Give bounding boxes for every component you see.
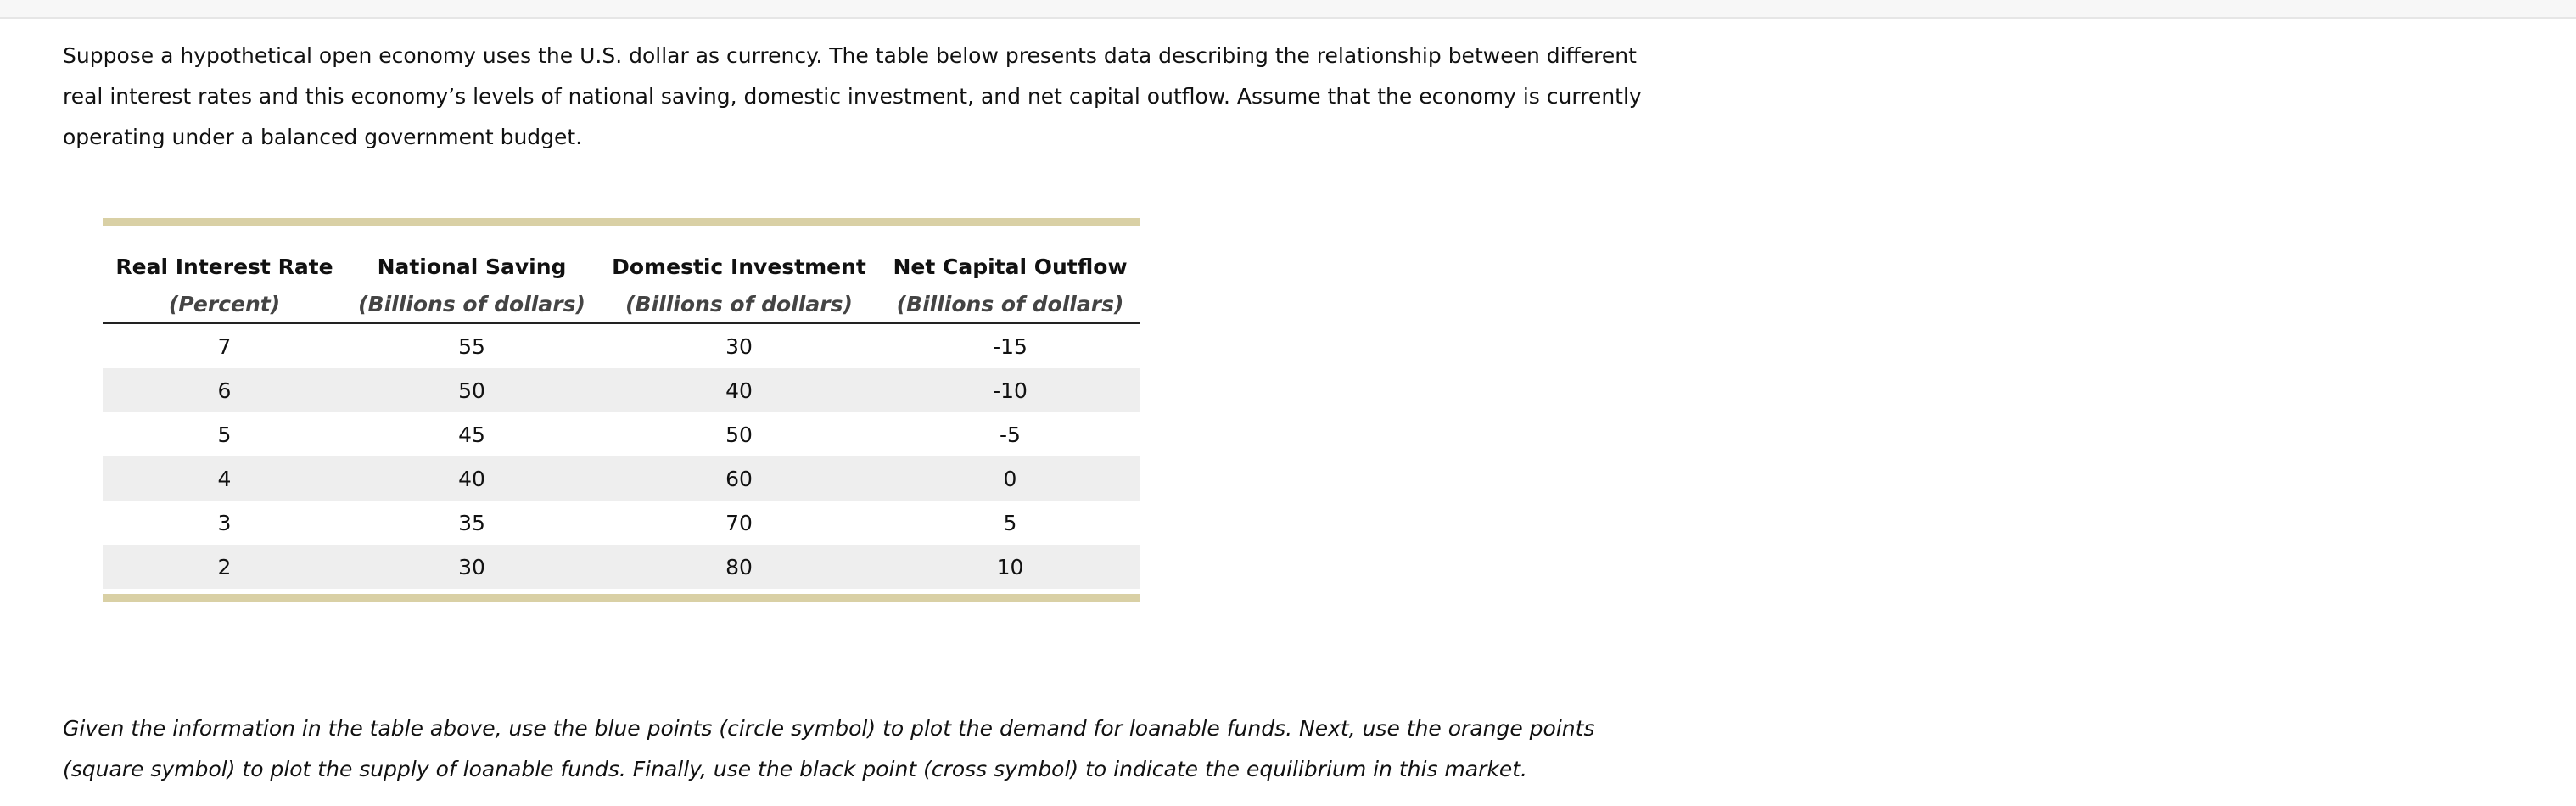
cell-saving: 35 xyxy=(458,510,485,535)
table-row xyxy=(103,323,1140,368)
economy-data-table xyxy=(103,226,1140,589)
cell-nco: -5 xyxy=(1000,422,1021,447)
table-row xyxy=(103,412,1140,456)
cell-investment: 80 xyxy=(597,545,881,589)
cell-saving: 45 xyxy=(458,422,485,447)
unit-national-saving: (Billions of dollars) xyxy=(346,285,597,323)
unit-net-capital-outflow: (Billions of dollars) xyxy=(881,285,1140,323)
cell-saving: 30 xyxy=(346,545,597,589)
header-real-interest-rate: Real Interest Rate xyxy=(115,254,333,279)
table-row xyxy=(103,456,1140,501)
cell-saving: 55 xyxy=(458,333,485,359)
data-table-container xyxy=(103,218,1140,602)
cell-investment: 40 xyxy=(597,368,881,412)
cell-investment: 30 xyxy=(725,333,753,359)
header-net-capital-outflow: Net Capital Outflow xyxy=(893,254,1128,279)
cell-nco: -10 xyxy=(881,368,1140,412)
unit-domestic-investment: (Billions of dollars) xyxy=(597,285,881,323)
intro-paragraph: Suppose a hypothetical open economy uses the U.S. dollar as currency. The table below presents data describing the relationship between different real interest rates and this economy’s levels of national saving, domestic investment, and net capital outflow. Assume that the economy is currently operating under a balanced government budget. xyxy=(63,43,1642,149)
cell-rate: 3 xyxy=(217,510,232,535)
cell-rate: 7 xyxy=(217,333,232,359)
cell-investment: 60 xyxy=(597,456,881,501)
table-row xyxy=(103,545,1140,589)
cell-rate: 2 xyxy=(103,545,346,589)
cell-investment: 50 xyxy=(725,422,753,447)
cell-investment: 70 xyxy=(725,510,753,535)
table-row xyxy=(103,501,1140,545)
cell-saving: 50 xyxy=(346,368,597,412)
cell-rate: 6 xyxy=(103,368,346,412)
table-row xyxy=(103,368,1140,412)
cell-nco: 0 xyxy=(881,456,1140,501)
table-unit-row xyxy=(103,285,1140,323)
table-top-rule xyxy=(103,218,1140,226)
header-domestic-investment: Domestic Investment xyxy=(612,254,866,279)
cell-rate: 4 xyxy=(103,456,346,501)
cell-rate: 5 xyxy=(217,422,232,447)
table-bottom-rule xyxy=(103,594,1140,602)
table-header-row xyxy=(103,226,1140,285)
top-bar xyxy=(0,0,2576,19)
cell-nco: -15 xyxy=(993,333,1028,359)
cell-nco: 5 xyxy=(1003,510,1017,535)
cell-saving: 40 xyxy=(346,456,597,501)
header-national-saving: National Saving xyxy=(377,254,567,279)
cell-nco: 10 xyxy=(881,545,1140,589)
instructions-paragraph: Given the information in the table above, use the blue points (circle symbol) to plot the demand for loanable funds. Next, use the orange points (square symbol) to plot the supply of loanable funds. Finally, use the black point (cross symbol) to indicate the equilibrium in this market. xyxy=(63,716,1595,781)
unit-real-interest-rate: (Percent) xyxy=(103,285,346,323)
